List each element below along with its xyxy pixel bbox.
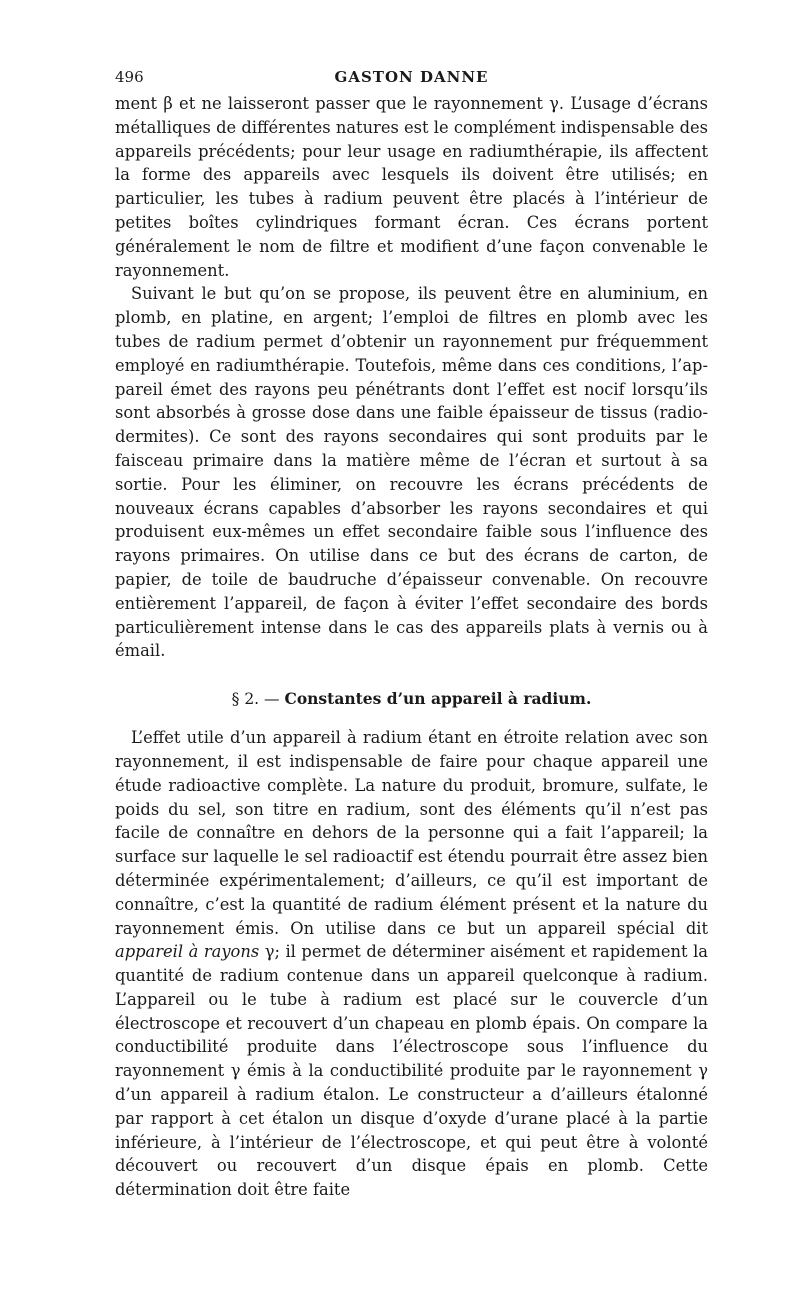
paragraph-constants	[115, 726, 708, 1202]
section-number: § 2. —	[231, 690, 280, 709]
paragraph-filter-materials: Suivant le but qu’on se propose, ils peuvent être en aluminium, en plomb, en platine, en argent; l’emploi de filtres en plomb avec les tubes de radium permet d’obtenir un rayonnement pur fréquemment employé en radiumthérapie. Toutefois, même dans ces conditions, l’appareil émet des rayons peu pénétrants dont l’effet est nocif lorsqu’ils sont absorbés à grosse dose dans une faible épaisseur de tissus (radiodermites). Ce sont des rayons secondaires qui sont produits par le faisceau primaire dans la matière même de l’écran et surtout à sa sortie. Pour les éliminer, on recouvre les écrans précédents de nouveaux écrans capables d’absorber les rayons secondaires et qui produisent eux-mêmes un effet secondaire faible sous l’influence des rayons primaires. On utilise dans ce but des écrans de carton, de papier, de toile de baudruche d’épaisseur convenable. On recouvre entièrement l’appareil, de façon à éviter l’effet secondaire des bords particulièrement intense dans le cas des appareils plats à vernis ou à émail.	[115, 284, 708, 661]
paragraph-filters-intro: ment β et ne laisseront passer que le rayonnement γ. L’usage d’écrans métalliques de différentes natures est le complément indispensable des appareils précédents; pour leur usage en radiumthérapie, ils affectent la forme des appareils avec lesquels ils doivent être utilisés; en particulier, les tubes à radium peuvent être placés à l’intérieur de petites boîtes cylindriques formant écran. Ces écrans portent généralement le nom de filtre et modifient d’une façon convenable le rayonnement.	[115, 94, 708, 280]
paragraph-constants-part-b: γ; il permet de déterminer aisément et rapidement la quantité de radium contenue dans un appareil quelconque à radium. L’appareil ou le tube à radium est placé sur le couvercle d’un électroscope et recouvert d’un chapeau en plomb épais. On compare la conductibilité produite dans l’électroscope sous l’influence du rayonnement γ émis à la conductibilité produite par le rayonnement γ d’un appareil à radium étalon. Le constructeur a d’ailleurs étalonné par rapport à cet étalon un disque d’oxyde d’urane placé à la partie inférieure, à l’intérieur de l’électroscope, et qui peut être à volonté découvert ou recouvert d’un disque épais en plomb. Cette détermination doit être faite	[115, 942, 708, 1200]
running-head	[115, 62, 708, 92]
book-page	[115, 62, 708, 1202]
section-title: Constantes d’un appareil à radium.	[284, 689, 592, 709]
running-title: GASTON DANNE	[334, 68, 489, 86]
paragraph-constants-part-a: L’effet utile d’un appareil à radium étant en étroite relation avec son rayonnement, il est indispensable de faire pour chaque appareil une étude radioactive complète. La nature du produit, bromure, sulfate, le poids du sel, son titre en radium, sont des éléments qu’il n’est pas facile de connaître en dehors de la personne qui a fait l’appareil; la surface sur laquelle le sel radioactif est étendu pourrait être assez bien déterminée expérimentalement; d’ailleurs, ce qu’il est important de connaître, c’est la quantité de radium élément présent et la nature du rayonnement émis. On utilise dans ce but un appareil spécial dit	[115, 728, 708, 938]
section-heading	[115, 688, 708, 710]
paragraph-constants-italic: appareil à rayons	[115, 942, 260, 962]
page-number: 496	[115, 68, 144, 86]
